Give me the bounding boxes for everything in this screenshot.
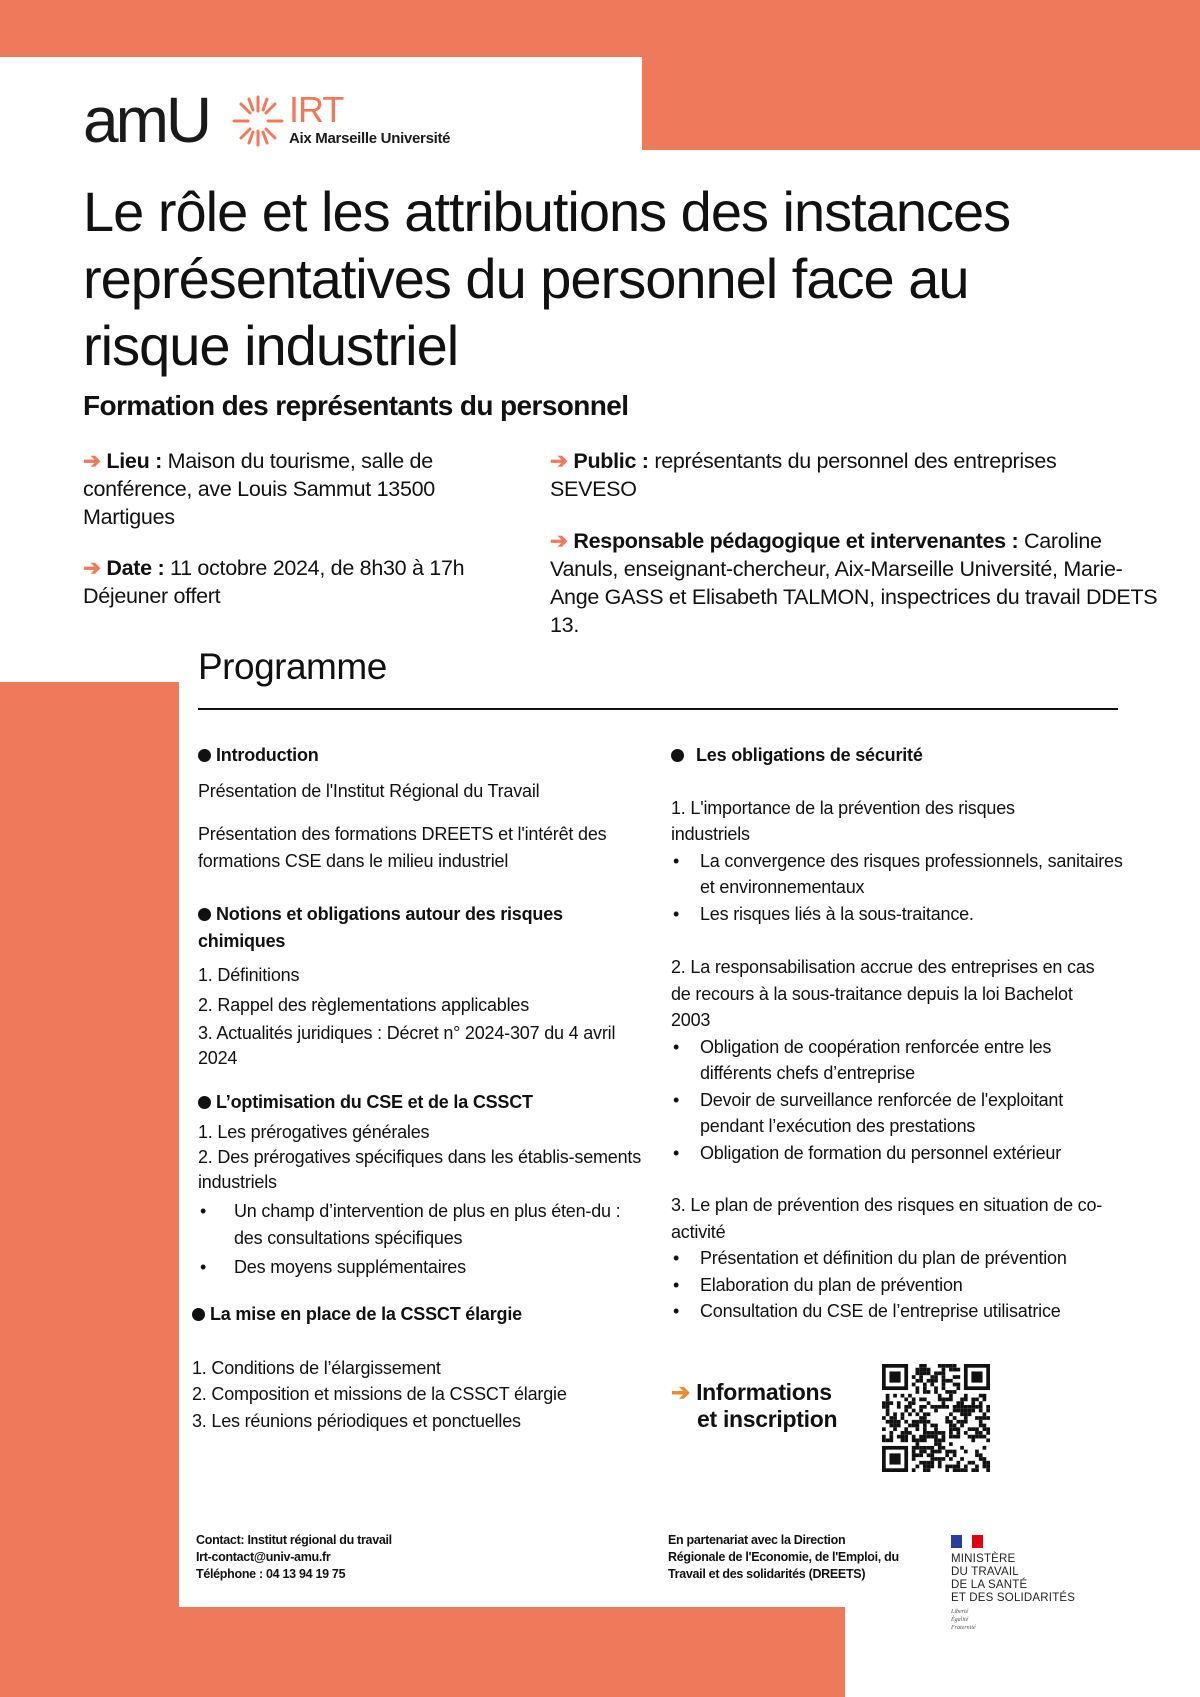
contact-email[interactable]: Irt-contact@univ-amu.fr xyxy=(196,1550,331,1564)
public-label: Public : xyxy=(573,449,649,473)
list-item: 2. Des prérogatives spécifiques dans les établis-sements industriels xyxy=(198,1147,642,1192)
arrow-icon: ➔ xyxy=(83,556,101,580)
bullet-item: • La convergence des risques professionnels, sanitaires et environnementaux xyxy=(671,848,1136,901)
section-heading: L’optimisation du CSE et de la CSSCT xyxy=(198,1089,643,1116)
section-heading: Les obligations de sécurité xyxy=(671,742,1136,769)
logo xyxy=(83,84,483,156)
bullet-icon xyxy=(198,749,211,762)
arrow-icon: ➔ xyxy=(83,449,101,473)
lieu-label: Lieu : xyxy=(106,449,162,473)
bottom-block xyxy=(179,1607,845,1697)
paragraph: Présentation des formations DREETS et l'intérêt des formations CSE dans le milieu industriel xyxy=(198,824,607,871)
divider xyxy=(198,708,1118,710)
section-cssct xyxy=(192,1301,642,1434)
date-text: 11 octobre 2024, de 8h30 à 17h xyxy=(164,556,465,580)
bullet-item: • Obligation de coopération renforcée entre les différents chefs d’entreprise xyxy=(671,1034,1136,1087)
responsable-label: Responsable pédagogique et intervenantes : xyxy=(573,529,1019,553)
list-item: 3. Actualités juridiques : Décret n° 2024-307 du 4 avril 2024 xyxy=(198,1023,616,1068)
partner-line: Régionale de l'Economie, de l'Emploi, du xyxy=(668,1550,899,1564)
logo-university: Aix Marseille Université xyxy=(289,130,451,147)
bullet-icon xyxy=(198,1096,211,1109)
bullet-item: • Obligation de formation du personnel extérieur xyxy=(671,1140,1136,1167)
section-introduction xyxy=(198,742,648,874)
title-line: Le rôle et les attributions des instances xyxy=(83,180,1011,243)
section-heading: La mise en place de la CSSCT élargie xyxy=(192,1301,642,1328)
registration-link[interactable]: ➔ Informations et inscription xyxy=(671,1379,838,1432)
footer-contact xyxy=(196,1532,392,1583)
list-item: 1. Les prérogatives générales xyxy=(198,1121,430,1142)
ministry-logo: MINISTÈRE DU TRAVAIL DE LA SANTÉ ET DES SOLIDARITÉS Liberté Égalité Fraternité xyxy=(951,1535,1075,1632)
bullet-item: • Les risques liés à la sous-traitance. xyxy=(671,901,1136,928)
title-line: risque industriel xyxy=(83,314,459,377)
subsection-title: 2. La responsabilisation accrue des entreprises en cas de recours à la sous-traitance depuis la loi Bachelot 2003 xyxy=(671,957,1095,1030)
bullet-icon xyxy=(671,749,684,762)
info-date xyxy=(83,554,513,610)
list-item: 2. Rappel des règlementations applicables xyxy=(198,994,530,1015)
bullet-item: • Un champ d’intervention de plus en plus éten-du : des consultations spécifiques xyxy=(198,1198,643,1251)
list-item: 2. Composition et missions de la CSSCT élargie xyxy=(192,1384,567,1404)
section-optimisation xyxy=(198,1089,643,1281)
title-line: représentatives du personnel face au xyxy=(83,247,969,310)
date-extra: Déjeuner offert xyxy=(83,584,221,608)
contact-line: Contact: Institut régional du travail xyxy=(196,1533,392,1547)
bullet-item: • Elaboration du plan de prévention xyxy=(671,1272,1136,1299)
lieu-text: Maison du tourisme, salle de conférence, ave Louis Sammut 13500 Martigues xyxy=(83,449,435,529)
date-label: Date : xyxy=(106,556,165,580)
subsection-title: 1. L'importance de la prévention des risques industriels xyxy=(671,797,1015,844)
list-item: 1. Conditions de l’élargissement xyxy=(192,1357,441,1378)
arrow-icon: ➔ xyxy=(550,529,568,553)
info-responsable xyxy=(550,527,1165,639)
subtitle: Formation des représentants du personnel xyxy=(83,390,629,421)
sun-icon xyxy=(231,94,285,148)
list-item: 1. Définitions xyxy=(198,965,300,985)
responsable-text: Caroline Vanuls, enseignant-chercheur, Aix-Marseille Université, Marie-Ange GASS et Elisabeth TALMON, inspectrices du travail DDETS 13. xyxy=(550,529,1158,637)
bullet-item: • Présentation et définition du plan de prévention xyxy=(671,1245,1136,1272)
bullet-item: • Des moyens supplémentaires xyxy=(198,1254,643,1281)
logo-irt: IRT xyxy=(289,89,344,130)
page-title xyxy=(83,178,1183,379)
logo-amu: amU xyxy=(83,84,210,156)
subsection-title: 3. Le plan de prévention des risques en situation de co-activité xyxy=(671,1195,1103,1242)
section-securite xyxy=(671,742,1136,1325)
french-flag-icon xyxy=(951,1535,983,1548)
arrow-icon: ➔ xyxy=(550,449,568,473)
programme-title: Programme xyxy=(198,646,387,687)
paragraph: Présentation de l'Institut Régional du Travail xyxy=(198,780,540,801)
qr-code-icon[interactable] xyxy=(882,1364,990,1472)
partner-line: En partenariat avec la Direction xyxy=(668,1533,846,1547)
info-public xyxy=(550,447,1140,503)
partner-line: Travail et des solidarités (DREETS) xyxy=(668,1567,866,1581)
public-text: représentants du personnel des entreprises SEVESO xyxy=(550,449,1057,501)
top-right-block xyxy=(642,0,1200,150)
bullet-icon xyxy=(192,1308,205,1321)
section-heading: Introduction xyxy=(198,742,648,769)
section-heading: Notions et obligations autour des risques chimiques xyxy=(198,904,563,951)
list-item: 3. Les réunions périodiques et ponctuelles xyxy=(192,1410,521,1431)
arrow-icon: ➔ xyxy=(671,1379,690,1405)
bullet-item: • Consultation du CSE de l’entreprise utilisatrice xyxy=(671,1298,1136,1325)
footer-partner xyxy=(668,1532,899,1583)
left-block xyxy=(0,682,179,1697)
section-notions xyxy=(198,901,618,1071)
bullet-icon xyxy=(198,908,211,921)
contact-phone: Téléphone : 04 13 94 19 75 xyxy=(196,1567,346,1581)
bullet-item: • Devoir de surveillance renforcée de l'exploitant pendant l’exécution des prestations xyxy=(671,1087,1136,1140)
info-lieu xyxy=(83,447,503,531)
